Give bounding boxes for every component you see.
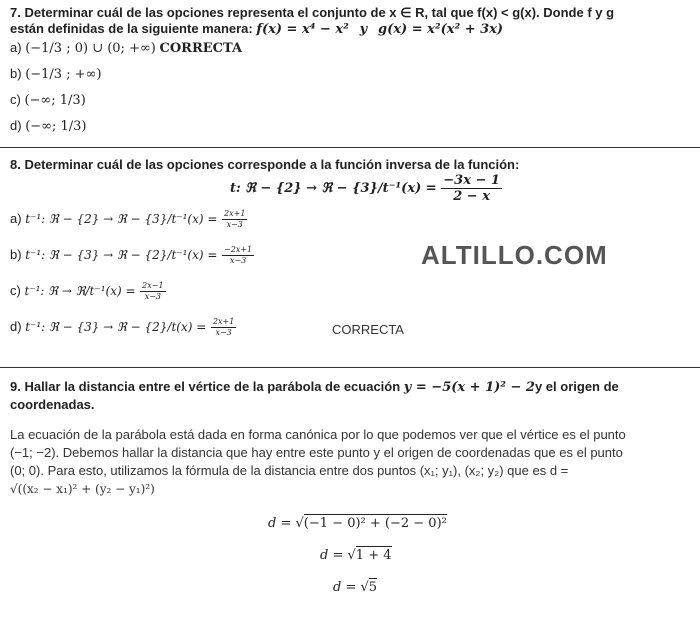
q7-title-line1: 7. Determinar cuál de las opciones representa el conjunto de x ∈ R, tal que f(x) < g(x). Donde f y g	[10, 5, 615, 20]
q8-option-d-num: 2x+1	[212, 317, 235, 326]
q9-distance-formula: √((x₂ − x₁)² + (y₂ − y₁)²)	[10, 482, 155, 496]
q8-option-a	[10, 210, 248, 229]
q8-option-d-label: d)	[10, 318, 22, 334]
q7-correct-mark: CORRECTA	[159, 41, 243, 56]
q8-option-a-num: 2x+1	[224, 209, 246, 218]
q8-option-d-fraction	[211, 318, 236, 337]
q7-option-a-text: (−1/3 ; 0) ∪ (0; +∞)	[25, 41, 156, 56]
q7-option-d	[10, 118, 87, 134]
q8-option-c-map: t⁻¹: ℜ → ℜ/t⁻¹(x) =	[24, 283, 136, 298]
q9-step1-left: d =	[268, 516, 292, 531]
q9-step3-root-sign: √	[360, 580, 369, 595]
q9-paragraph-line2: (−1; −2). Debemos hallar la distancia que hay entre este punto y el origen de coordenadas que es el punto	[10, 445, 623, 460]
q8-def-left: t: ℜ − {2} → ℜ − {3}/t⁻¹(x) =	[230, 180, 437, 196]
q7-option-a	[10, 40, 242, 56]
q8-option-c-label: c)	[10, 282, 21, 298]
q7-g-def: g(x) = x²(x² + 3x)	[378, 22, 504, 37]
q9-step2-radicand: 1 + 4	[355, 548, 392, 563]
q9-title-line1	[10, 379, 619, 395]
q8-option-b-num: −2x+1	[224, 245, 253, 254]
q8-option-b-map: t⁻¹: ℜ − {3} → ℜ − {2}/t⁻¹(x) =	[25, 247, 218, 262]
q8-option-c-num: 2x−1	[142, 281, 164, 290]
q8-def-fraction	[441, 174, 502, 203]
q9-step2-root-sign: √	[347, 548, 356, 563]
q9-step2-left: d =	[320, 548, 344, 563]
q7-option-c-text: (−∞; 1/3)	[24, 93, 86, 108]
divider-2	[0, 367, 700, 368]
q8-option-b-label: b)	[10, 246, 22, 262]
q9-step3	[333, 578, 377, 595]
q8-option-c-fraction	[140, 282, 165, 301]
q8-option-b	[10, 246, 255, 265]
q8-definition	[230, 174, 503, 203]
divider-1	[0, 147, 700, 148]
q9-step1	[268, 514, 447, 531]
q9-title-line2: coordenadas.	[10, 397, 95, 412]
q7-title-line2	[10, 21, 503, 37]
q7-and: y	[359, 22, 368, 37]
q8-correct-mark: CORRECTA	[332, 322, 404, 337]
q8-def-num: −3x − 1	[443, 173, 500, 188]
q9-equation: y = −5(x + 1)² − 2	[403, 380, 535, 395]
q8-option-c	[10, 282, 167, 301]
q8-option-d-map: t⁻¹: ℜ − {3} → ℜ − {2}/t(x) =	[25, 319, 207, 334]
q9-paragraph-line3: (0; 0). Para esto, utilizamos la fórmula de la distancia entre dos puntos (x₁; y₁), (x₂; y₂) que es d =	[10, 463, 569, 478]
q7-option-b-text: (−1/3 ; +∞)	[25, 67, 102, 82]
q8-option-a-label: a)	[10, 210, 22, 226]
q8-def-den: 2 − x	[453, 189, 490, 204]
watermark-altillo: ALTILLO.COM	[421, 240, 608, 270]
q7-option-d-label: d)	[10, 118, 22, 133]
q9-step2	[320, 546, 392, 563]
q8-option-b-den: x−3	[229, 256, 247, 265]
q8-option-a-fraction	[222, 210, 247, 229]
q7-option-b-label: b)	[10, 66, 22, 81]
q7-f-def: f(x) = x⁴ − x²	[256, 22, 349, 37]
q8-option-d	[10, 318, 237, 337]
q9-title-text: 9. Hallar la distancia entre el vértice de la parábola de ecuación	[10, 379, 401, 394]
q7-option-c-label: c)	[10, 92, 21, 107]
q7-option-d-text: (−∞; 1/3)	[25, 119, 87, 134]
q7-option-b	[10, 66, 102, 82]
q8-option-a-den: x−3	[226, 220, 243, 229]
q7-option-a-label: a)	[10, 40, 22, 55]
q7-title-line2-text: están definidas de la siguiente manera:	[10, 21, 253, 36]
q8-option-a-map: t⁻¹: ℜ − {2} → ℜ − {3}/t⁻¹(x) =	[25, 211, 218, 226]
q8-option-c-den: x−3	[144, 292, 162, 301]
q9-step1-root-sign: √	[295, 516, 304, 531]
q8-option-b-fraction	[222, 246, 254, 265]
q9-paragraph-line1: La ecuación de la parábola está dada en forma canónica por lo que podemos ver que el vértice es el punto	[10, 427, 626, 442]
q9-step3-radicand: 5	[368, 580, 378, 595]
q9-step3-left: d =	[333, 580, 357, 595]
q7-option-c	[10, 92, 86, 108]
q9-title-text-b: y el origen de	[534, 379, 619, 394]
q8-option-d-den: x−3	[215, 328, 232, 337]
q8-title: 8. Determinar cuál de las opciones corresponde a la función inversa de la función:	[10, 157, 520, 172]
q9-step1-radicand: (−1 − 0)² + (−2 − 0)²	[303, 516, 447, 531]
